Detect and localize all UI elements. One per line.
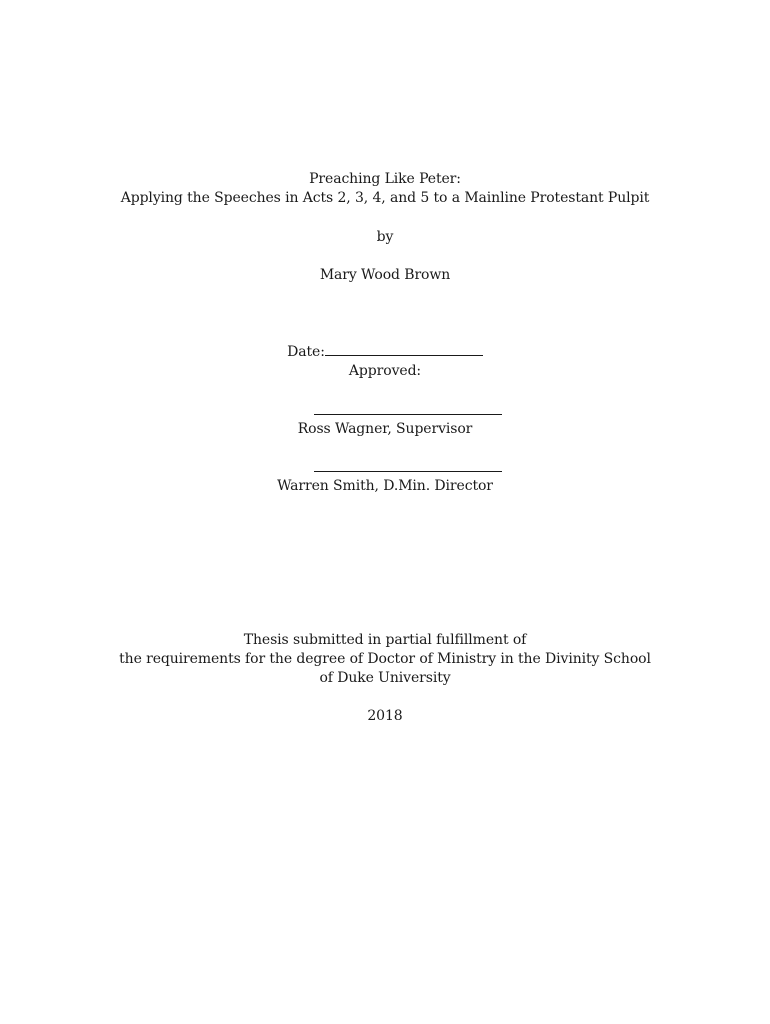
date-field bbox=[0, 343, 770, 361]
submission-line-3: of Duke University bbox=[319, 670, 451, 686]
director-name: Warren Smith, D.Min. Director bbox=[277, 478, 493, 494]
date-label: Date: bbox=[287, 344, 325, 360]
submission-year: 2018 bbox=[367, 708, 403, 724]
director-signature-line bbox=[314, 471, 502, 472]
supervisor-name: Ross Wagner, Supervisor bbox=[297, 421, 473, 437]
date-blank-line bbox=[325, 343, 483, 356]
thesis-subtitle: Applying the Speeches in Acts 2, 3, 4, and 5 to a Mainline Protestant Pulpit bbox=[120, 190, 650, 206]
by-label: by bbox=[376, 229, 394, 245]
approved-label: Approved: bbox=[348, 363, 422, 379]
submission-line-2: the requirements for the degree of Doctor of Ministry in the Divinity School bbox=[119, 651, 651, 667]
author-name: Mary Wood Brown bbox=[319, 267, 451, 283]
submission-line-1: Thesis submitted in partial fulfillment of bbox=[243, 632, 527, 648]
thesis-title: Preaching Like Peter: bbox=[309, 171, 461, 187]
supervisor-signature-line bbox=[314, 414, 502, 415]
